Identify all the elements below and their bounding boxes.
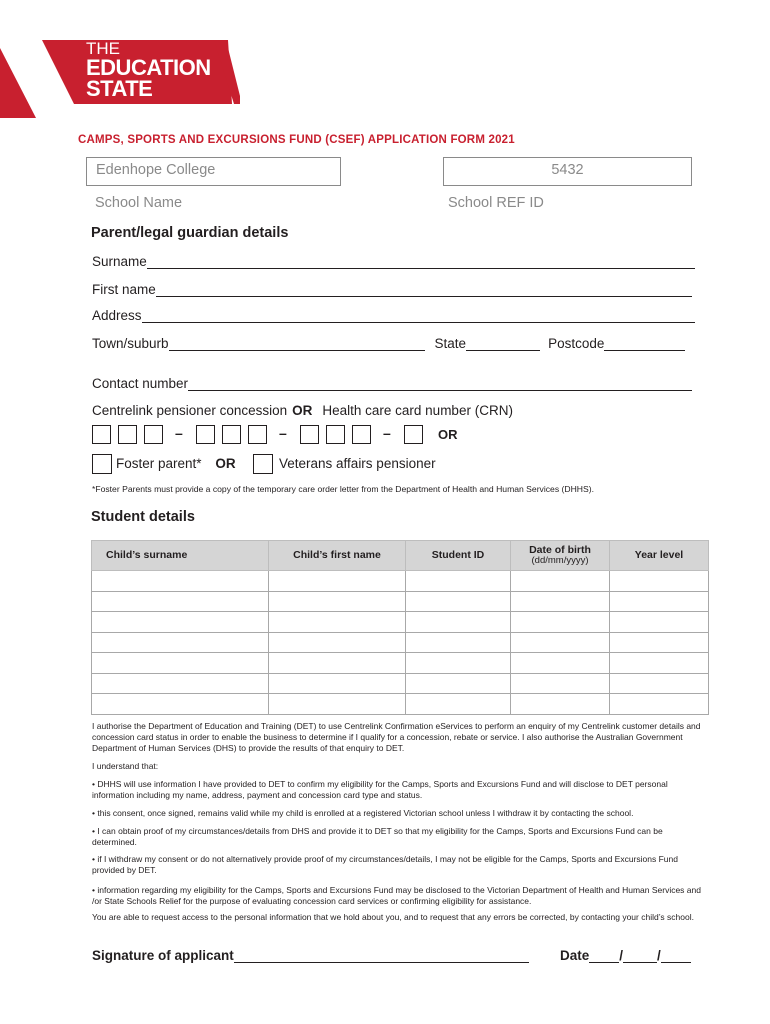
guardian-heading: Parent/legal guardian details [91, 225, 289, 241]
table-cell[interactable] [92, 694, 269, 715]
crn-or: OR [438, 427, 458, 442]
crn-digit-5[interactable] [222, 425, 241, 444]
state-label: State [434, 336, 467, 351]
school-name-field[interactable]: Edenhope College [86, 157, 341, 186]
table-cell[interactable] [269, 571, 406, 592]
table-cell[interactable] [610, 632, 709, 653]
town-row [92, 336, 685, 351]
table-cell[interactable] [610, 653, 709, 674]
table-cell[interactable] [92, 571, 269, 592]
table-cell[interactable] [269, 694, 406, 715]
table-cell[interactable] [406, 571, 511, 592]
table-cell[interactable] [511, 694, 610, 715]
address-row [92, 308, 695, 323]
table-cell[interactable] [610, 694, 709, 715]
town-input[interactable] [169, 336, 425, 351]
understand-heading: I understand that: [92, 761, 159, 771]
date-month-input[interactable] [623, 948, 657, 963]
foster-parent-row [116, 456, 236, 471]
table-row [92, 694, 709, 715]
table-cell[interactable] [610, 591, 709, 612]
crn-digit-9[interactable] [352, 425, 371, 444]
crn-digit-4[interactable] [196, 425, 215, 444]
table-row [92, 591, 709, 612]
school-ref-field[interactable]: 5432 [443, 157, 692, 186]
signature-row [92, 948, 529, 963]
first-name-row [92, 282, 692, 297]
table-cell[interactable] [269, 673, 406, 694]
table-cell[interactable] [269, 591, 406, 612]
date-day-input[interactable] [589, 948, 619, 963]
table-cell[interactable] [92, 632, 269, 653]
contact-label: Contact number [92, 376, 189, 391]
table-row [92, 653, 709, 674]
table-cell[interactable] [406, 591, 511, 612]
access-paragraph: You are able to request access to the personal information that we hold about you, and to request that any errors be corrected, by contacting your child’s school. [92, 912, 694, 922]
school-ref-label: School REF ID [448, 195, 544, 211]
col-date-of-birth [511, 541, 610, 571]
table-cell[interactable] [406, 694, 511, 715]
postcode-label: Postcode [548, 336, 605, 351]
crn-digit-7[interactable] [300, 425, 319, 444]
consent-paragraph: I authorise the Department of Education and Training (DET) to use Centrelink Confirmation eServices to perform an enquiry of my Centrelink customer details and concession card status in order to enable the business to determine if I qualify for a concession, rebate or service. I also authorise the Australian Government Department of Human Services (DHS) to provide the results of that enquiry to DET. [92, 721, 701, 753]
surname-input[interactable] [147, 254, 695, 269]
form-title: CAMPS, SPORTS AND EXCURSIONS FUND (CSEF) APPLICATION FORM 2021 [78, 134, 515, 146]
signature-label: Signature of applicant [92, 948, 234, 963]
logo-text-education: EDUCATION [86, 55, 211, 80]
consent-bullet: • this consent, once signed, remains valid while my child is enrolled at a registered Victorian school unless I withdraw it by contacting the school. [92, 808, 634, 818]
table-cell[interactable] [92, 653, 269, 674]
table-cell[interactable] [511, 612, 610, 633]
concession-b-label: Health care card number (CRN) [322, 403, 513, 418]
table-row [92, 612, 709, 633]
col-student-id: Student ID [406, 541, 511, 571]
col-year-level: Year level [610, 541, 709, 571]
table-cell[interactable] [269, 653, 406, 674]
first-name-input[interactable] [156, 282, 692, 297]
foster-parent-checkbox[interactable] [92, 454, 112, 474]
school-name-label: School Name [95, 195, 183, 211]
consent-bullet: • if I withdraw my consent or do not alternatively provide proof of my circumstances/details, I may not be eligible for the Camps, Sports and Excursions Fund provided by DET. [92, 854, 678, 875]
foster-or: OR [215, 456, 236, 471]
table-cell[interactable] [511, 673, 610, 694]
foster-note: *Foster Parents must provide a copy of the temporary care order letter from the Department of Health and Human Services (DHHS). [92, 484, 594, 494]
col-dob-label: Date of birth [529, 544, 591, 556]
crn-digit-1[interactable] [92, 425, 111, 444]
logo-text-the: THE [86, 39, 120, 58]
town-label: Town/suburb [92, 336, 169, 351]
first-name-label: First name [92, 282, 156, 297]
logo-text-state: STATE [86, 76, 153, 101]
concession-a-label: Centrelink pensioner concession [92, 403, 288, 418]
date-row [560, 948, 691, 963]
table-cell[interactable] [511, 632, 610, 653]
date-slash: / [657, 948, 661, 963]
date-label: Date [560, 948, 590, 963]
table-cell[interactable] [406, 673, 511, 694]
table-cell[interactable] [92, 612, 269, 633]
student-heading: Student details [91, 509, 195, 525]
table-cell[interactable] [406, 653, 511, 674]
veterans-checkbox[interactable] [253, 454, 273, 474]
surname-label: Surname [92, 254, 147, 269]
table-cell[interactable] [92, 591, 269, 612]
crn-digit-6[interactable] [248, 425, 267, 444]
contact-row [92, 376, 692, 391]
table-cell[interactable] [511, 653, 610, 674]
concession-row [92, 403, 513, 418]
table-cell[interactable] [406, 632, 511, 653]
consent-bullet: • DHHS will use information I have provided to DET to confirm my eligibility for the Camps, Sports and Excursions Fund and will disclose to DET personal information including my name, address, payment and concession card type and status. [92, 779, 668, 800]
date-slash: / [619, 948, 624, 963]
col-child-first-name: Child’s first name [269, 541, 406, 571]
table-cell[interactable] [610, 571, 709, 592]
crn-dash-2: – [279, 425, 287, 441]
crn-dash-1: – [175, 425, 183, 441]
surname-row [92, 254, 695, 269]
col-child-surname: Child’s surname [92, 541, 269, 571]
table-cell[interactable] [511, 571, 610, 592]
postcode-input[interactable] [604, 336, 685, 351]
table-cell[interactable] [610, 612, 709, 633]
address-label: Address [92, 308, 142, 323]
crn-digit-8[interactable] [326, 425, 345, 444]
student-table-header [92, 541, 709, 571]
table-row [92, 632, 709, 653]
table-row [92, 673, 709, 694]
foster-parent-label: Foster parent* [116, 456, 202, 471]
table-cell[interactable] [269, 612, 406, 633]
table-cell[interactable] [511, 591, 610, 612]
table-cell[interactable] [269, 632, 406, 653]
crn-digit-2[interactable] [118, 425, 137, 444]
crn-digit-3[interactable] [144, 425, 163, 444]
col-dob-format: (dd/mm/yyyy) [531, 555, 589, 567]
crn-letter[interactable] [404, 425, 423, 444]
table-cell[interactable] [92, 673, 269, 694]
consent-bullet: • information regarding my eligibility for the Camps, Sports and Excursions Fund may be disclosed to the Victorian Department of Health and Human Services and /or State Schools Relief for the purpose of evaluating concession card services or confirming eligibility for assistance. [92, 885, 701, 906]
signature-input[interactable] [234, 948, 529, 963]
date-year-input[interactable] [661, 948, 691, 963]
address-input[interactable] [142, 308, 695, 323]
concession-or: OR [292, 403, 313, 418]
student-table [91, 540, 709, 715]
state-input[interactable] [466, 336, 540, 351]
consent-bullet: • I can obtain proof of my circumstances/details from DHS and provide it to DET so that my eligibility for the Camps, Sports and Excursions Fund can be determined. [92, 826, 663, 847]
table-cell[interactable] [610, 673, 709, 694]
veterans-label: Veterans affairs pensioner [279, 456, 436, 471]
contact-input[interactable] [188, 376, 692, 391]
crn-dash-3: – [383, 425, 391, 441]
table-row [92, 571, 709, 592]
table-cell[interactable] [406, 612, 511, 633]
